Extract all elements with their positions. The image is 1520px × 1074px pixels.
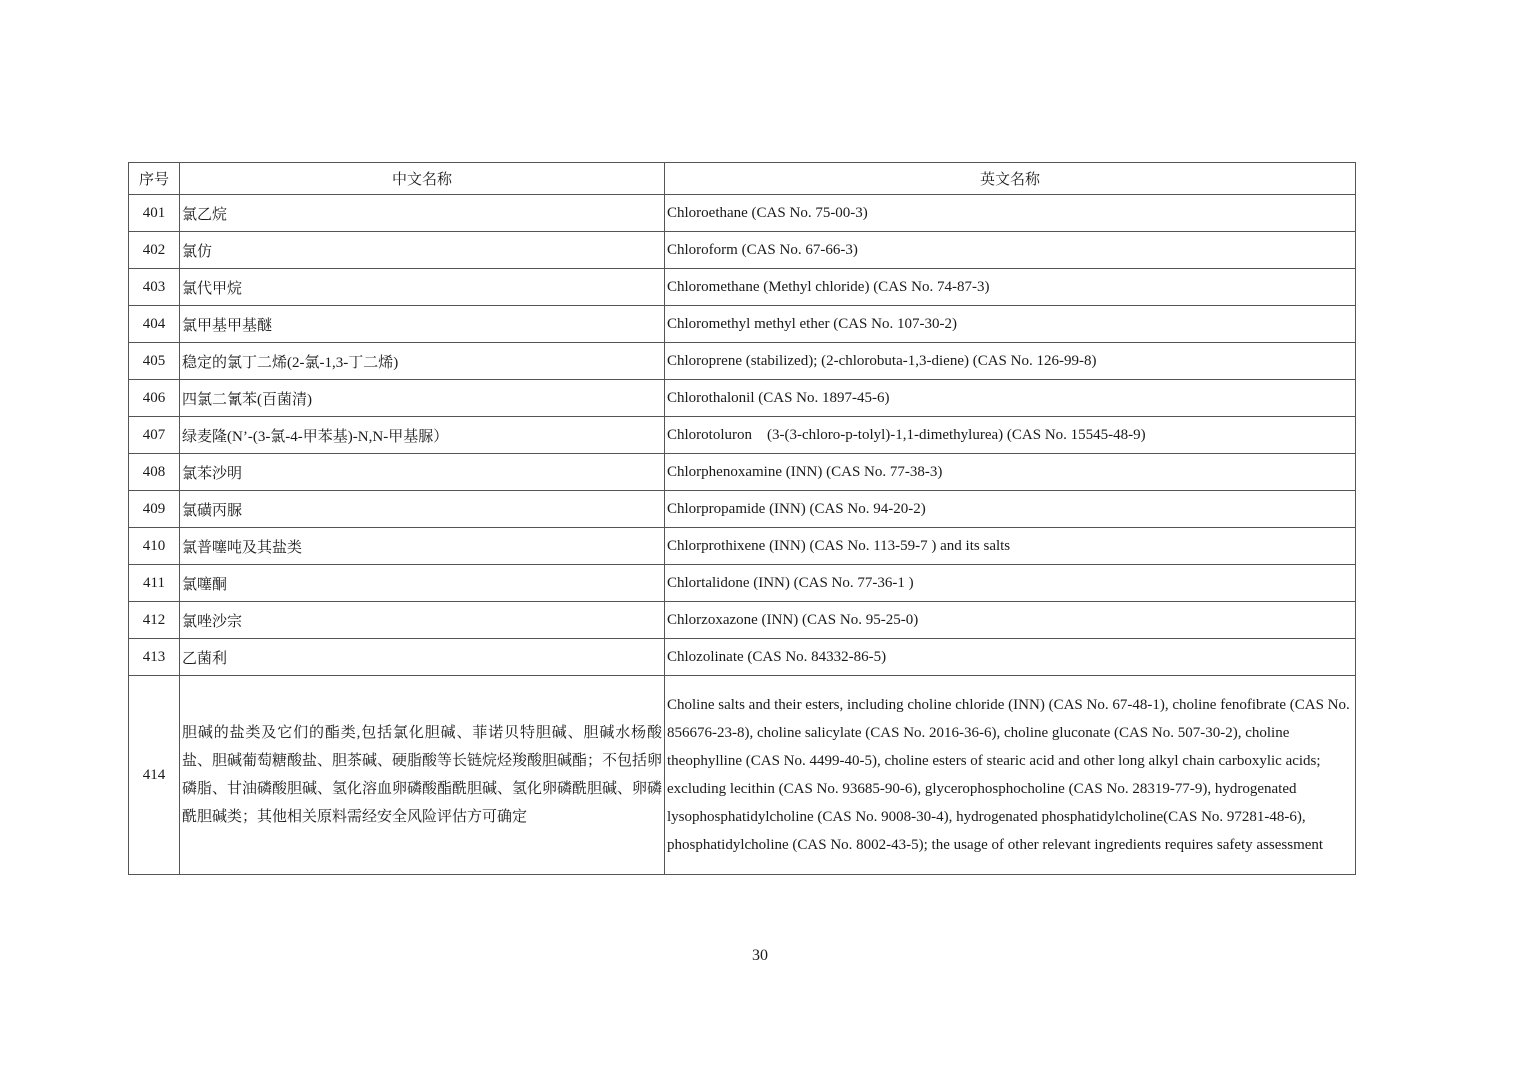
row-english-name: Chlortalidone (INN) (CAS No. 77-36-1 ) — [665, 565, 1356, 602]
row-chinese-name: 氯普噻吨及其盐类 — [180, 528, 665, 565]
row-english-name: Choline salts and their esters, including choline chloride (INN) (CAS No. 67-48-1), choline fenofibrate (CAS No. 856676-23-8), choline salicylate (CAS No. 2016-36-6), choline gluconate (CAS No. 507-30-2), choline theophylline (CAS No. 4499-40-5), choline esters of stearic acid and other long alkyl chain carboxylic acids; excluding lecithin (CAS No. 93685-90-6), glycerophosphocholine (CAS No. 28319-77-9), hydrogenated lysophosphatidylcholine (CAS No. 9008-30-4), hydrogenated phosphatidylcholine(CAS No. 97281-48-6), phosphatidylcholine (CAS No. 8002-43-5); the usage of other relevant ingredients requires safety assessment — [665, 676, 1356, 875]
table-row — [129, 676, 1356, 875]
row-chinese-name: 氯乙烷 — [180, 195, 665, 232]
header-serial-number: 序号 — [129, 163, 180, 195]
row-english-name: Chloromethyl methyl ether (CAS No. 107-30-2) — [665, 306, 1356, 343]
table-row — [129, 417, 1356, 454]
row-number: 406 — [129, 380, 180, 417]
row-number: 414 — [129, 676, 180, 875]
row-chinese-name: 氯磺丙脲 — [180, 491, 665, 528]
header-english-name: 英文名称 — [665, 163, 1356, 195]
row-chinese-name: 氯甲基甲基醚 — [180, 306, 665, 343]
row-chinese-name: 氯噻酮 — [180, 565, 665, 602]
row-number: 408 — [129, 454, 180, 491]
row-english-name: Chloroethane (CAS No. 75-00-3) — [665, 195, 1356, 232]
row-english-name: Chlorpropamide (INN) (CAS No. 94-20-2) — [665, 491, 1356, 528]
row-number: 413 — [129, 639, 180, 676]
row-number: 410 — [129, 528, 180, 565]
row-english-name: Chlorprothixene (INN) (CAS No. 113-59-7 ) and its salts — [665, 528, 1356, 565]
row-chinese-name: 四氯二氰苯(百菌清) — [180, 380, 665, 417]
row-chinese-name: 稳定的氯丁二烯(2-氯-1,3-丁二烯) — [180, 343, 665, 380]
header-chinese-name: 中文名称 — [180, 163, 665, 195]
row-chinese-name: 乙菌利 — [180, 639, 665, 676]
table-header-row — [129, 163, 1356, 195]
table-row — [129, 602, 1356, 639]
row-number: 409 — [129, 491, 180, 528]
row-chinese-name: 氯苯沙明 — [180, 454, 665, 491]
row-english-name: Chlorzoxazone (INN) (CAS No. 95-25-0) — [665, 602, 1356, 639]
row-chinese-name: 氯唑沙宗 — [180, 602, 665, 639]
row-number: 407 — [129, 417, 180, 454]
row-number: 405 — [129, 343, 180, 380]
row-english-name: Chlorotoluron (3-(3-chloro-p-tolyl)-1,1-dimethylurea) (CAS No. 15545-48-9) — [665, 417, 1356, 454]
table-row — [129, 380, 1356, 417]
row-chinese-name: 氯代甲烷 — [180, 269, 665, 306]
table-row — [129, 306, 1356, 343]
row-number: 402 — [129, 232, 180, 269]
row-chinese-name: 绿麦隆(N’-(3-氯-4-甲苯基)-N,N-甲基脲） — [180, 417, 665, 454]
ingredients-table — [128, 162, 1356, 875]
row-number: 411 — [129, 565, 180, 602]
row-english-name: Chloroprene (stabilized); (2-chlorobuta-1,3-diene) (CAS No. 126-99-8) — [665, 343, 1356, 380]
table-row — [129, 565, 1356, 602]
table-row — [129, 269, 1356, 306]
row-number: 404 — [129, 306, 180, 343]
row-chinese-name: 氯仿 — [180, 232, 665, 269]
table-row — [129, 639, 1356, 676]
row-english-name: Chlorothalonil (CAS No. 1897-45-6) — [665, 380, 1356, 417]
table-row — [129, 343, 1356, 380]
row-english-name: Chlorphenoxamine (INN) (CAS No. 77-38-3) — [665, 454, 1356, 491]
table-row — [129, 491, 1356, 528]
row-english-name: Chloroform (CAS No. 67-66-3) — [665, 232, 1356, 269]
row-number: 412 — [129, 602, 180, 639]
row-number: 403 — [129, 269, 180, 306]
table-row — [129, 528, 1356, 565]
table-row — [129, 454, 1356, 491]
table-row — [129, 232, 1356, 269]
table-row — [129, 195, 1356, 232]
row-chinese-name: 胆碱的盐类及它们的酯类,包括氯化胆碱、菲诺贝特胆碱、胆碱水杨酸盐、胆碱葡萄糖酸盐、胆茶碱、硬脂酸等长链烷烃羧酸胆碱酯；不包括卵磷脂、甘油磷酸胆碱、氢化溶血卵磷酸酯酰胆碱、氢化卵磷酰胆碱、卵磷酰胆碱类；其他相关原料需经安全风险评估方可确定 — [180, 676, 665, 875]
row-english-name: Chloromethane (Methyl chloride) (CAS No. 74-87-3) — [665, 269, 1356, 306]
page-number: 30 — [752, 947, 768, 964]
row-english-name: Chlozolinate (CAS No. 84332-86-5) — [665, 639, 1356, 676]
row-number: 401 — [129, 195, 180, 232]
